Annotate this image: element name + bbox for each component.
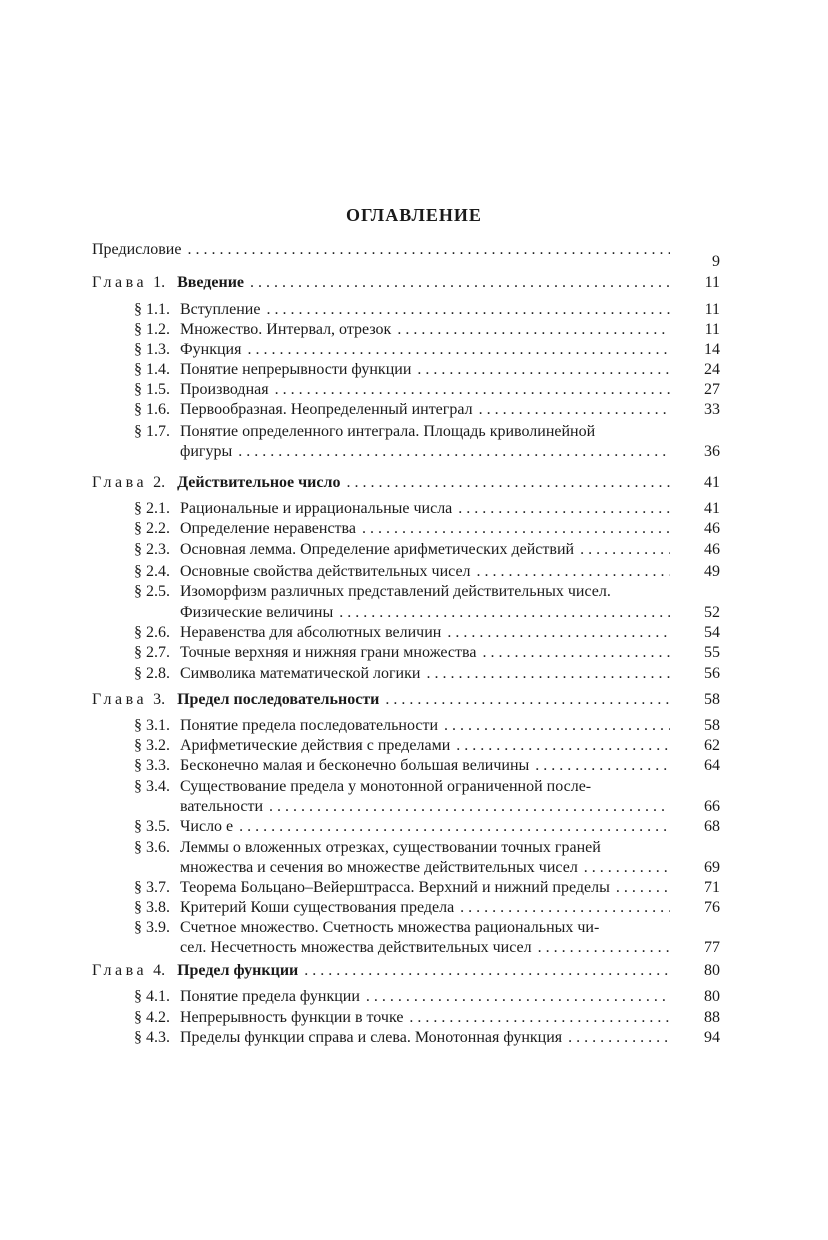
section-title: Непрерывность функции в точке bbox=[180, 1009, 404, 1026]
toc-entry-section[interactable] bbox=[180, 643, 676, 663]
dot-leader bbox=[444, 716, 670, 736]
section-title: Вступление bbox=[180, 301, 261, 318]
toc-entry-section[interactable] bbox=[180, 898, 676, 918]
section-title: фигуры bbox=[180, 443, 233, 460]
section-number: § 3.1. bbox=[134, 717, 170, 734]
dot-leader bbox=[397, 320, 670, 340]
section-title: Понятие предела функции bbox=[180, 988, 360, 1005]
section-number: § 2.1. bbox=[134, 500, 170, 517]
dot-leader bbox=[339, 603, 670, 623]
section-number: § 2.6. bbox=[134, 624, 170, 641]
chapter-number: 2. bbox=[153, 474, 166, 491]
toc-entry-section[interactable] bbox=[180, 380, 676, 400]
section-title: Точные верхняя и нижняя грани множества bbox=[180, 644, 477, 661]
dot-leader bbox=[409, 1008, 670, 1028]
section-title: Основные свойства действительных чисел bbox=[180, 563, 471, 580]
dot-leader bbox=[275, 380, 670, 400]
chapter-number: 4. bbox=[153, 962, 166, 979]
section-number: § 3.2. bbox=[134, 737, 170, 754]
page-number: 94 bbox=[704, 1029, 720, 1046]
toc-entry-section[interactable] bbox=[180, 756, 676, 776]
section-number: § 3.5. bbox=[134, 818, 170, 835]
dot-leader bbox=[250, 273, 670, 293]
dot-leader bbox=[535, 756, 670, 776]
dot-leader bbox=[456, 736, 670, 756]
toc-entry-section[interactable] bbox=[180, 320, 676, 340]
page-number: 62 bbox=[704, 737, 720, 754]
chapter-label: Глава bbox=[92, 274, 148, 291]
section-title-line1: Существование предела у монотонной ограниченной после- bbox=[180, 778, 592, 795]
toc-entry-section[interactable] bbox=[180, 519, 676, 539]
dot-leader bbox=[447, 623, 670, 643]
page-number: 58 bbox=[704, 691, 720, 708]
page-number: 52 bbox=[704, 604, 720, 621]
section-number: § 3.9. bbox=[134, 919, 170, 936]
section-number: § 1.6. bbox=[134, 401, 170, 418]
toc-entry-section[interactable] bbox=[180, 1008, 676, 1028]
toc-entry-section[interactable] bbox=[180, 716, 676, 736]
dot-leader bbox=[479, 400, 670, 420]
page-number: 36 bbox=[704, 443, 720, 460]
dot-leader bbox=[584, 858, 670, 878]
dot-leader bbox=[426, 664, 670, 684]
dot-leader bbox=[187, 240, 670, 260]
toc-entry-section[interactable] bbox=[180, 400, 676, 420]
section-title: Теорема Больцано–Вейерштрасса. Верхний и нижний пределы bbox=[180, 879, 610, 896]
section-title: Первообразная. Неопределенный интеграл bbox=[180, 401, 473, 418]
toc-entry-section[interactable] bbox=[180, 442, 676, 462]
section-title-line1: Леммы о вложенных отрезках, существовании точных граней bbox=[180, 839, 601, 856]
chapter-label: Глава bbox=[92, 474, 148, 491]
section-title: Бесконечно малая и бесконечно большая величины bbox=[180, 757, 530, 774]
section-title: вательности bbox=[180, 798, 264, 815]
section-title: Определение неравенства bbox=[180, 520, 356, 537]
dot-leader bbox=[238, 442, 670, 462]
section-number: § 3.6. bbox=[134, 839, 170, 856]
toc-entry-section[interactable] bbox=[180, 360, 676, 380]
toc-entry-chapter[interactable] bbox=[92, 961, 676, 981]
page-title: ОГЛАВЛЕНИЕ bbox=[346, 205, 482, 225]
toc-entry-chapter[interactable] bbox=[92, 473, 676, 493]
dot-leader bbox=[385, 690, 670, 710]
page-number: 49 bbox=[704, 563, 720, 580]
toc-entry-section[interactable] bbox=[180, 817, 676, 837]
section-number: § 4.1. bbox=[134, 988, 170, 1005]
section-title: Производная bbox=[180, 381, 269, 398]
dot-leader bbox=[247, 340, 670, 360]
dot-leader bbox=[304, 961, 670, 981]
page-number: 9 bbox=[712, 253, 720, 270]
section-title: Рациональные и иррациональные числа bbox=[180, 500, 453, 517]
page-number: 41 bbox=[704, 500, 720, 517]
page-number: 41 bbox=[704, 474, 720, 491]
toc-entry-section[interactable] bbox=[180, 987, 676, 1007]
dot-leader bbox=[362, 519, 670, 539]
section-title: Понятие предела последовательности bbox=[180, 717, 439, 734]
preface-label: Предисловие bbox=[92, 241, 182, 258]
toc-entry-section[interactable] bbox=[180, 858, 676, 878]
dot-leader bbox=[266, 300, 670, 320]
page-number: 80 bbox=[704, 988, 720, 1005]
toc-entry-section[interactable] bbox=[180, 736, 676, 756]
section-number: § 2.7. bbox=[134, 644, 170, 661]
toc-entry-chapter[interactable] bbox=[92, 690, 676, 710]
toc-entry-chapter[interactable] bbox=[92, 273, 676, 293]
dot-leader bbox=[239, 817, 670, 837]
toc-entry-section[interactable] bbox=[180, 340, 676, 360]
section-number: § 2.8. bbox=[134, 665, 170, 682]
section-title: Множество. Интервал, отрезок bbox=[180, 321, 392, 338]
dot-leader bbox=[568, 1028, 670, 1048]
section-number: § 3.7. bbox=[134, 879, 170, 896]
page-number: 69 bbox=[704, 859, 720, 876]
dot-leader bbox=[482, 643, 670, 663]
section-title: Неравенства для абсолютных величин bbox=[180, 624, 442, 641]
toc-entry-section[interactable] bbox=[180, 797, 676, 817]
dot-leader bbox=[580, 540, 670, 560]
section-number: § 2.2. bbox=[134, 520, 170, 537]
page-number: 58 bbox=[704, 717, 720, 734]
page-number: 33 bbox=[704, 401, 720, 418]
section-number: § 1.1. bbox=[134, 301, 170, 318]
section-number: § 3.3. bbox=[134, 757, 170, 774]
page-number: 46 bbox=[704, 520, 720, 537]
section-title: Критерий Коши существования предела bbox=[180, 899, 455, 916]
section-title: Пределы функции справа и слева. Монотонная функция bbox=[180, 1029, 563, 1046]
section-number: § 1.4. bbox=[134, 361, 170, 378]
page-number: 56 bbox=[704, 665, 720, 682]
section-title-line1: Счетное множество. Счетность множества рациональных чи- bbox=[180, 919, 600, 936]
section-number: § 2.5. bbox=[134, 583, 170, 600]
chapter-title: Предел функции bbox=[177, 962, 299, 979]
chapter-title: Введение bbox=[177, 274, 245, 291]
section-title: множества и сечения во множестве действительных чисел bbox=[180, 859, 578, 876]
page-number: 66 bbox=[704, 798, 720, 815]
toc-entry-section[interactable] bbox=[180, 603, 676, 623]
section-number: § 2.4. bbox=[134, 563, 170, 580]
page-number: 14 bbox=[704, 341, 720, 358]
chapter-label: Глава bbox=[92, 691, 148, 708]
page-number: 64 bbox=[704, 757, 720, 774]
toc-entry-preface[interactable] bbox=[92, 240, 676, 260]
page-number: 68 bbox=[704, 818, 720, 835]
section-title: Физические величины bbox=[180, 604, 334, 621]
toc-entry-section[interactable] bbox=[180, 540, 676, 560]
section-title-line1: Изоморфизм различных представлений действительных чисел. bbox=[180, 583, 611, 600]
section-title-line1: Понятие определенного интеграла. Площадь криволинейной bbox=[180, 423, 596, 440]
section-number: § 1.5. bbox=[134, 381, 170, 398]
toc-entry-section[interactable] bbox=[180, 1028, 676, 1048]
dot-leader bbox=[477, 562, 670, 582]
dot-leader bbox=[366, 987, 670, 1007]
toc-entry-section[interactable] bbox=[180, 878, 676, 898]
toc-entry-section[interactable] bbox=[180, 499, 676, 519]
toc-entry-section[interactable] bbox=[180, 664, 676, 684]
dot-leader bbox=[616, 878, 670, 898]
section-number: § 1.2. bbox=[134, 321, 170, 338]
page-number: 77 bbox=[704, 939, 720, 956]
page-number: 11 bbox=[704, 321, 720, 338]
page-number: 46 bbox=[704, 541, 720, 558]
page-number: 11 bbox=[704, 274, 720, 291]
page-number: 11 bbox=[704, 301, 720, 318]
page-number: 76 bbox=[704, 899, 720, 916]
section-number: § 1.3. bbox=[134, 341, 170, 358]
dot-leader bbox=[269, 797, 670, 817]
section-title: Функция bbox=[180, 341, 242, 358]
section-title: Понятие непрерывности функции bbox=[180, 361, 412, 378]
page-number: 80 bbox=[704, 962, 720, 979]
chapter-title: Действительное число bbox=[177, 474, 341, 491]
page-number: 71 bbox=[704, 879, 720, 896]
toc-entry-section[interactable] bbox=[180, 623, 676, 643]
section-number: § 4.2. bbox=[134, 1009, 170, 1026]
section-number: § 2.3. bbox=[134, 541, 170, 558]
section-title: Арифметические действия с пределами bbox=[180, 737, 451, 754]
dot-leader bbox=[346, 473, 670, 493]
section-number: § 4.3. bbox=[134, 1029, 170, 1046]
chapter-label: Глава bbox=[92, 962, 148, 979]
section-number: § 1.7. bbox=[134, 423, 170, 440]
toc-entry-section[interactable] bbox=[180, 938, 676, 958]
page-number: 24 bbox=[704, 361, 720, 378]
section-title: сел. Несчетность множества действительных чисел bbox=[180, 939, 532, 956]
toc-entry-section[interactable] bbox=[180, 300, 676, 320]
dot-leader bbox=[460, 898, 670, 918]
section-number: § 3.4. bbox=[134, 778, 170, 795]
section-title: Символика математической логики bbox=[180, 665, 421, 682]
section-number: § 3.8. bbox=[134, 899, 170, 916]
dot-leader bbox=[417, 360, 670, 380]
dot-leader bbox=[538, 938, 670, 958]
section-title: Число e bbox=[180, 818, 234, 835]
page-number: 55 bbox=[704, 644, 720, 661]
dot-leader bbox=[458, 499, 670, 519]
toc-entry-section[interactable] bbox=[180, 562, 676, 582]
chapter-number: 3. bbox=[153, 691, 166, 708]
page-number: 88 bbox=[704, 1009, 720, 1026]
page-number: 54 bbox=[704, 624, 720, 641]
chapter-title: Предел последовательности bbox=[177, 691, 380, 708]
section-title: Основная лемма. Определение арифметических действий bbox=[180, 541, 575, 558]
page-number: 27 bbox=[704, 381, 720, 398]
chapter-number: 1. bbox=[153, 274, 166, 291]
